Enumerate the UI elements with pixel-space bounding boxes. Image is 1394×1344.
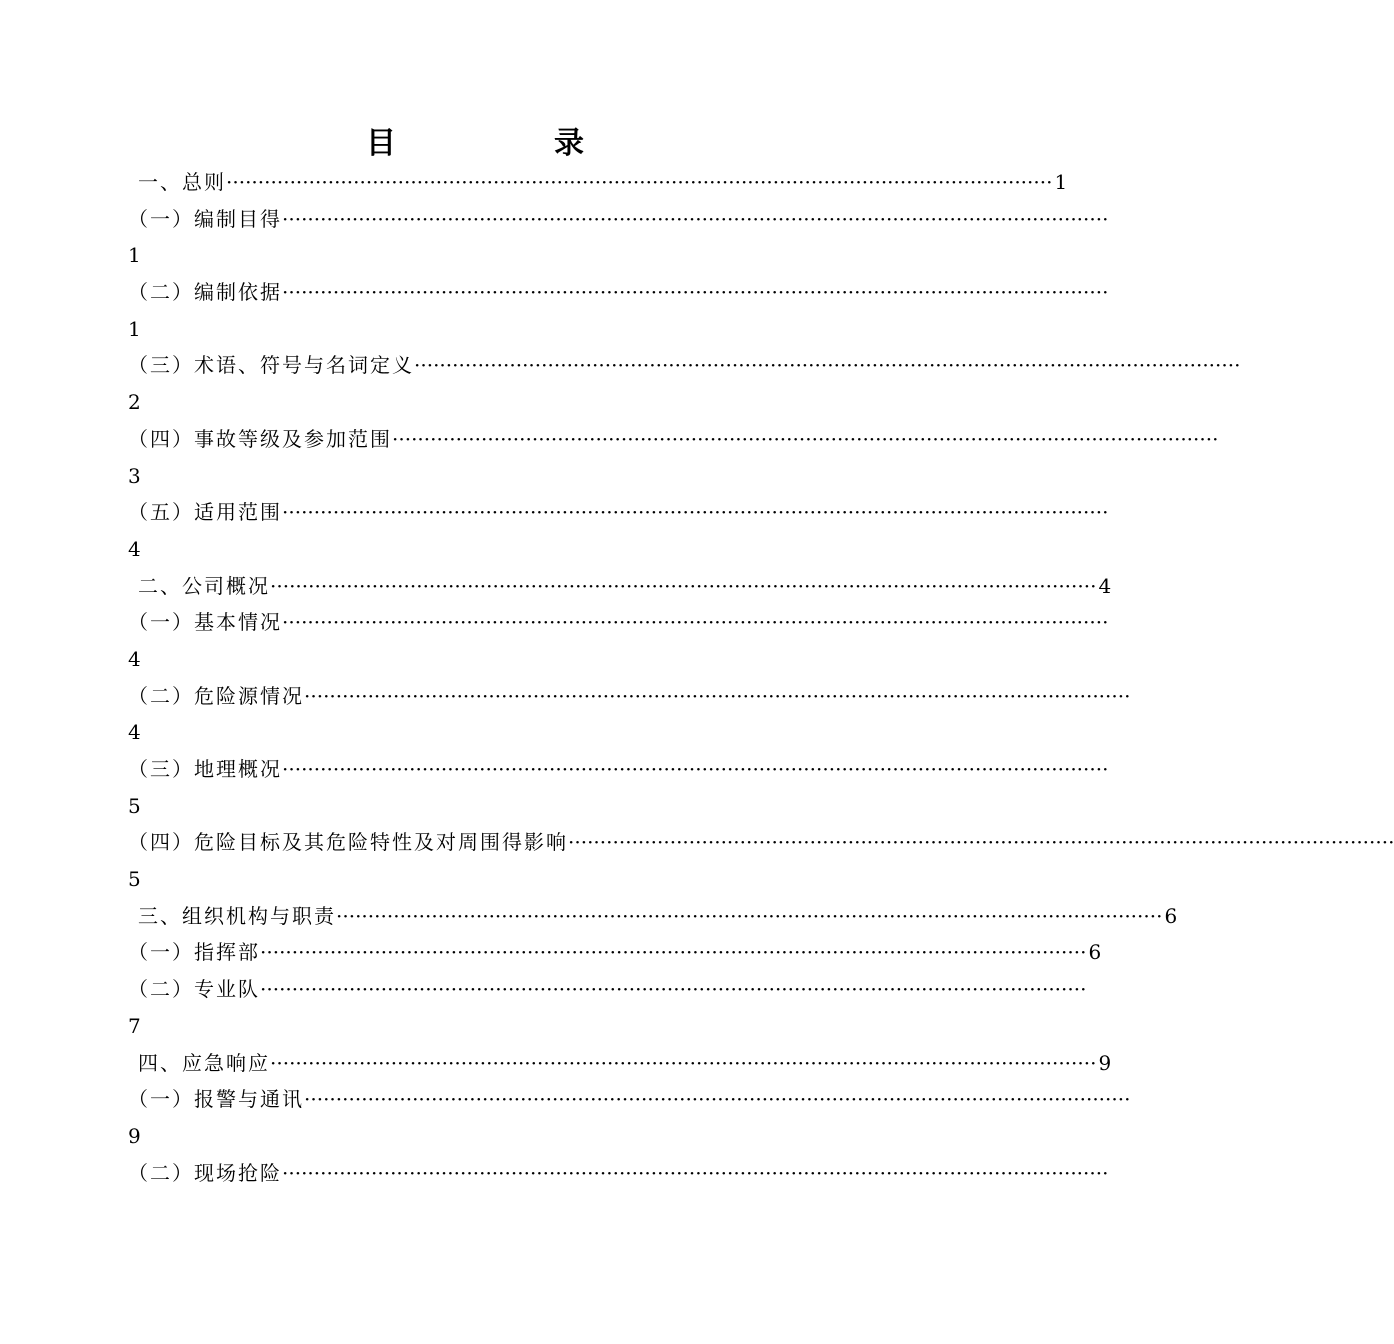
toc-entry-line[interactable] [128, 678, 1131, 715]
toc-entry [0, 604, 1109, 641]
toc-page-number: 2 [128, 390, 141, 415]
toc-entry [0, 934, 1102, 971]
toc-entry-line[interactable] [128, 971, 1087, 1008]
toc-entry [0, 347, 1241, 384]
toc-leader-dots: ·································································································································· [304, 1087, 1131, 1112]
toc-leader-dots: ·································································································································· [226, 170, 1053, 194]
toc-entry-line[interactable] [128, 604, 1109, 641]
toc-leader-dots: ·································································································································· [304, 683, 1131, 708]
toc-entry-label: （二）危险源情况 [128, 683, 304, 708]
toc-entry [0, 494, 1109, 531]
toc-page-number: 9 [1098, 1050, 1112, 1075]
toc-page-number: 1 [1054, 170, 1068, 194]
toc-entry [0, 824, 1394, 861]
toc-entry [0, 1045, 1112, 1082]
toc-entry-label: （二）专业队 [128, 977, 260, 1002]
toc-entry-label: 四、应急响应 [138, 1050, 270, 1075]
toc-page-row [0, 1118, 950, 1155]
toc-entry-line[interactable] [128, 751, 1109, 788]
toc-leader-dots: ·································································································································· [336, 903, 1163, 928]
toc-page-row [0, 641, 950, 678]
toc-entry [0, 751, 1109, 788]
toc-page-number: 5 [128, 793, 141, 818]
toc-entry [0, 898, 1178, 935]
toc-entry [0, 164, 1068, 201]
toc-page-number: 6 [1164, 903, 1178, 928]
toc-entry-label: （三）地理概况 [128, 757, 282, 781]
toc-entry [0, 201, 1109, 238]
toc-entry [0, 1155, 1109, 1192]
toc-entry-line[interactable] [128, 934, 1102, 971]
toc-page-row [0, 458, 950, 495]
toc-entry-label: （一）编制目得 [128, 206, 282, 231]
toc-page-number: 1 [128, 243, 141, 268]
toc-entry-line[interactable] [128, 421, 1219, 458]
toc-page-row [0, 311, 950, 348]
toc-leader-dots: ·································································································································· [282, 1160, 1109, 1185]
toc-page-number: 4 [1098, 573, 1112, 598]
toc-entry [0, 678, 1131, 715]
toc-page-number: 4 [128, 720, 141, 745]
toc-leader-dots: ·································································································································· [260, 977, 1087, 1002]
table-of-contents [0, 164, 1394, 1191]
toc-page-row [0, 861, 950, 898]
toc-leader-dots: ·································································································································· [568, 830, 1394, 855]
toc-entry-label: （一）指挥部 [128, 940, 260, 965]
toc-entry-line[interactable] [128, 347, 1241, 384]
toc-entry-line[interactable] [128, 494, 1109, 531]
toc-page-row [0, 531, 950, 568]
toc-entry-line[interactable] [128, 274, 1109, 311]
toc-entry-line[interactable] [138, 568, 1112, 605]
toc-entry [0, 1081, 1131, 1118]
toc-leader-dots: ·································································································································· [282, 610, 1109, 635]
toc-entry-label: （三）术语、符号与名词定义 [128, 353, 414, 378]
page-title: 目 录 [366, 126, 648, 161]
toc-page-number: 5 [128, 867, 141, 892]
toc-leader-dots: ·································································································································· [282, 757, 1109, 781]
toc-page-row [0, 1008, 950, 1045]
toc-entry-line[interactable] [138, 164, 1068, 201]
toc-page-number: 1 [128, 316, 141, 341]
toc-page-number: 7 [128, 1013, 141, 1038]
toc-entry-line[interactable] [128, 201, 1109, 238]
toc-entry-line[interactable] [138, 1045, 1112, 1082]
toc-entry-label: 一、总则 [138, 170, 226, 194]
toc-leader-dots: ·································································································································· [270, 1050, 1097, 1075]
toc-page-row [0, 788, 950, 825]
toc-entry-label: （一）基本情况 [128, 610, 282, 635]
toc-entry [0, 971, 1087, 1008]
toc-page-row [0, 384, 950, 421]
toc-page-row [0, 237, 950, 274]
toc-entry-label: 二、公司概况 [138, 573, 270, 598]
toc-page-number: 6 [1088, 940, 1102, 965]
toc-entry [0, 421, 1219, 458]
toc-entry-label: （二）编制依据 [128, 280, 282, 305]
toc-entry-line[interactable] [128, 1081, 1131, 1118]
toc-entry-label: （二）现场抢险 [128, 1160, 282, 1185]
toc-leader-dots: ·································································································································· [260, 940, 1087, 965]
toc-leader-dots: ·································································································································· [282, 206, 1109, 231]
toc-entry [0, 274, 1109, 311]
toc-page-number: 4 [128, 536, 141, 561]
toc-entry-label: 三、组织机构与职责 [138, 903, 336, 928]
toc-entry-label: （一）报警与通讯 [128, 1087, 304, 1112]
toc-entry-line[interactable] [128, 824, 1394, 861]
toc-entry [0, 568, 1112, 605]
toc-page-number: 9 [128, 1123, 141, 1148]
toc-leader-dots: ·································································································································· [414, 353, 1241, 378]
toc-entry-label: （五）适用范围 [128, 500, 282, 525]
toc-leader-dots: ·································································································································· [282, 280, 1109, 305]
toc-page-row [0, 714, 950, 751]
toc-leader-dots: ·································································································································· [392, 426, 1219, 451]
toc-entry-line[interactable] [128, 1155, 1109, 1192]
toc-entry-label: （四）危险目标及其危险特性及对周围得影响 [128, 830, 568, 855]
toc-page-number: 3 [128, 463, 141, 488]
toc-entry-label: （四）事故等级及参加范围 [128, 426, 392, 451]
toc-entry-line[interactable] [138, 898, 1178, 935]
toc-leader-dots: ·································································································································· [270, 573, 1097, 598]
toc-page-number: 4 [128, 646, 141, 671]
toc-leader-dots: ·································································································································· [282, 500, 1109, 525]
